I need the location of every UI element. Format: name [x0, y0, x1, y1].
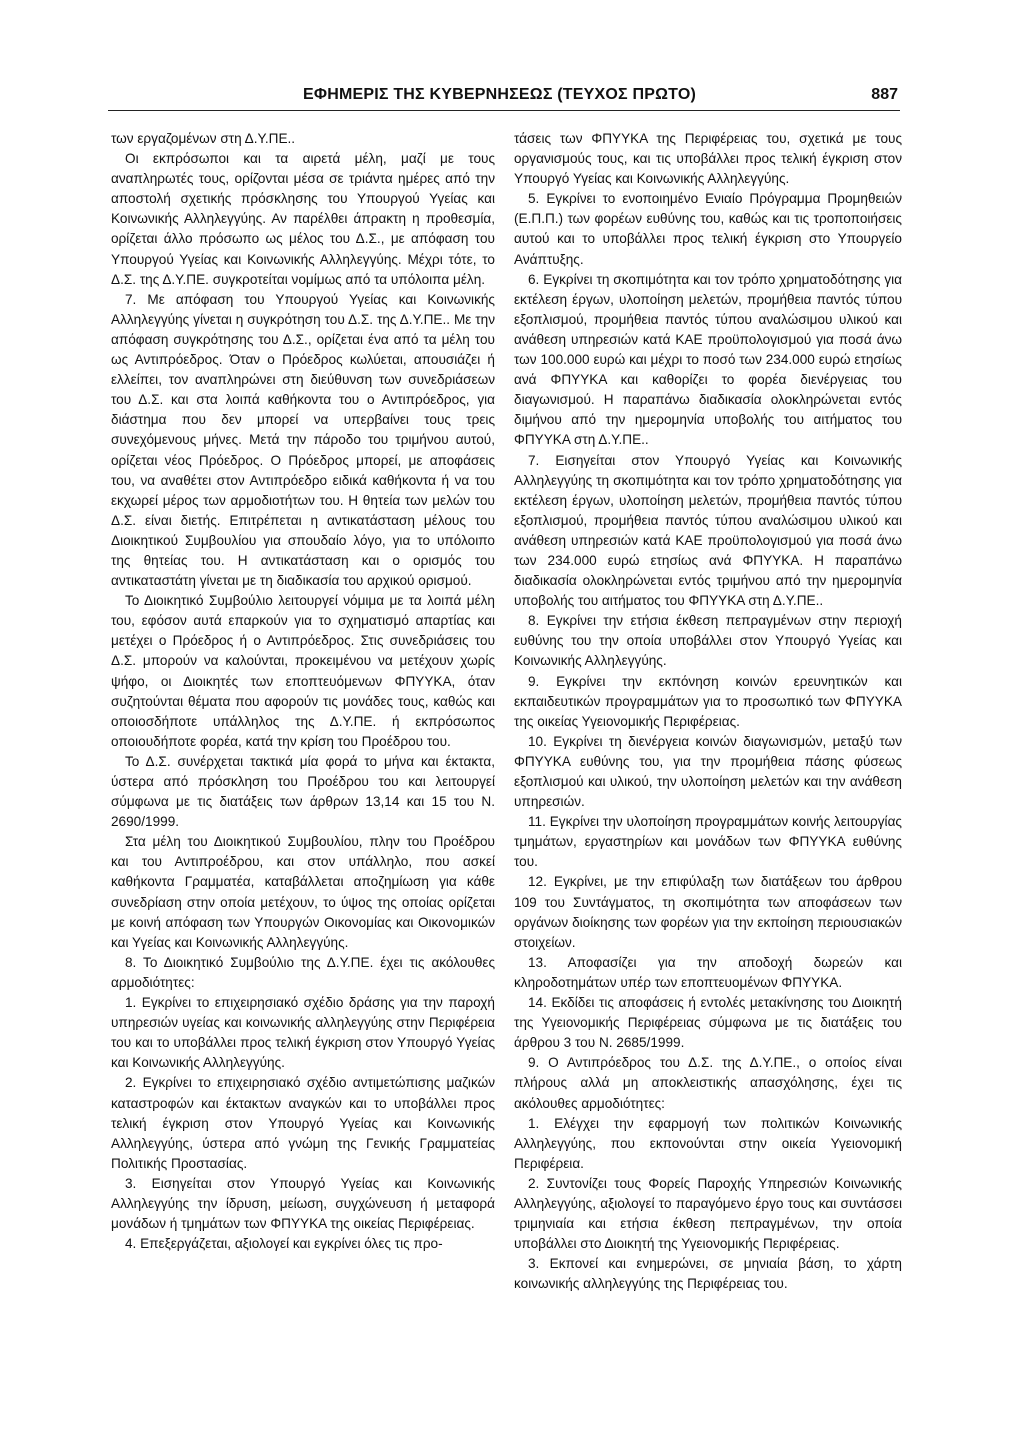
page-header [108, 84, 900, 111]
left-column [111, 129, 495, 1254]
paragraph: 2. Εγκρίνει το επιχειρησιακό σχέδιο αντιμετώπισης μαζικών καταστροφών και έκτακτων αναγκών και το υποβάλλει προς τελική έγκριση στον Υπουργό Υγείας και Κοινωνικής Αλληλεγγύης, ύστερα από γνώμη της Γενικής Γραμματείας Πολιτικής Προστασίας. [111, 1075, 495, 1171]
paragraph: 9. Ο Αντιπρόεδρος του Δ.Σ. της Δ.Υ.ΠΕ., ο οποίος είναι πλήρους αλλά μη αποκλειστικής απασχόλησης, έχει τις ακόλουθες αρμοδιότητες: [514, 1055, 902, 1111]
paragraph: Το Διοικητικό Συμβούλιο λειτουργεί νόμιμα με τα λοιπά μέλη του, εφόσον αυτά επαρκούν για το σχηματισμό απαρτίας και μετέχει ο Πρόεδρος ή ο Αντιπρόεδρος. Στις συνεδριάσεις του Δ.Σ. μπορούν να καλούνται, προκειμένου να μετέχουν χωρίς ψήφο, οι Διοικητές των εποπτευόμενων ΦΠΥΥΚΑ, όταν συζητούνται θέματα που αφορούν τις μονάδες τους, καθώς και οποιοσδήποτε υπάλληλος της Δ.Υ.ΠΕ. ή εκπρόσωπος οποιουδήποτε φορέα, κατά την κρίση του Προέδρου του. [111, 593, 495, 749]
paragraph: 9. Εγκρίνει την εκπόνηση κοινών ερευνητικών και εκπαιδευτικών προγραμμάτων για το προσωπικό των ΦΠΥΥΚΑ της οικείας Υγειονομικής Περιφέρειας. [514, 673, 902, 729]
paragraph: των εργαζομένων στη Δ.Υ.ΠΕ.. [111, 131, 296, 146]
paragraph: 7. Με απόφαση του Υπουργού Υγείας και Κοινωνικής Αλληλεγγύης γίνεται η συγκρότηση του Δ.Σ. της Δ.Υ.ΠΕ.. Με την απόφαση συγκρότησης του Δ.Σ., ορίζεται ένα από τα μέλη του ως Αντιπρόεδρος. Όταν ο Πρόεδρος κωλύεται, απουσιάζει ή ελλείπει, τον αναπληρώνει στη διεύθυνση των συνεδριάσεων του Δ.Σ. και στα λοιπά καθήκοντα του ο Αντιπρόεδρος, για διάστημα που δεν μπορεί να υπερβαίνει τους τρεις συνεχόμενους μήνες. Μετά την πάροδο του τριμήνου αυτού, ορίζεται νέος Πρόεδρος. Ο Πρόεδρος μπορεί, με αποφάσεις του, να αναθέτει στον Αντιπρόεδρο ειδικά καθήκοντα ή να του εκχωρεί μέρος των αρμοδιοτήτων του. Η θητεία των μελών του Δ.Σ. είναι διετής. Επιτρέπεται η αντικατάσταση μέλους του Διοικητικού Συμβουλίου για σπουδαίο λόγο, για το υπόλοιπο της θητείας του. Η αντικατάσταση και ο ορισμός του αντικαταστάτη γίνεται με τη διαδικασία του αρχικού ορισμού. [111, 291, 495, 589]
paragraph: 10. Εγκρίνει τη διενέργεια κοινών διαγωνισμών, μεταξύ των ΦΠΥΥΚΑ ευθύνης του, για την προμήθεια πάσης φύσεως εξοπλισμού και υλικού, την υλοποίηση μελετών και την ανάθεση υπηρεσιών. [514, 733, 902, 810]
paragraph: 7. Εισηγείται στον Υπουργό Υγείας και Κοινωνικής Αλληλεγγύης τη σκοπιμότητα και τον τρόπο χρηματοδότησης για εκτέλεση έργων, υλοποίηση μελετών, προμήθεια παντός τύπου εξοπλισμού, προμήθεια παντός τύπου αναλώσιμου υλικού και ανάθεση υπηρεσιών κατά ΚΑΕ προϋπολογισμού για ποσά άνω των 234.000 ευρώ ετησίως ανά ΦΠΥΥΚΑ. Η παραπάνω διαδικασία ολοκληρώνεται εντός τριμήνου από την ημερομηνία υποβολής του αιτήματος του ΦΠΥΥΚΑ στη Δ.Υ.ΠΕ.. [514, 452, 902, 609]
paragraph: τάσεις των ΦΠΥΥΚΑ της Περιφέρειας του, σχετικά με τους οργανισμούς τους, και τις υποβάλλει προς τελική έγκριση στον Υπουργό Υγείας και Κοινωνικής Αλληλεγγύης. [514, 131, 902, 187]
paragraph: Στα μέλη του Διοικητικού Συμβουλίου, πλην του Προέδρου και του Αντιπροέδρου, και στον υπάλληλο, που ασκεί καθήκοντα Γραμματέα, καταβάλλεται αποζημίωση για κάθε συνεδρίαση στην οποία μετέχουν, το ύψος της οποίας ορίζεται με κοινή απόφαση των Υπουργών Οικονομίας και Οικονομικών και Υγείας και Κοινωνικής Αλληλεγγύης. [111, 834, 495, 950]
paragraph: 12. Εγκρίνει, με την επιφύλαξη των διατάξεων του άρθρου 109 του Συντάγματος, τη σκοπιμότητα των αποφάσεων των οργάνων διοίκησης των φορέων για την εκποίηση περιουσιακών στοιχείων. [514, 874, 902, 950]
paragraph: 8. Εγκρίνει την ετήσια έκθεση πεπραγμένων στην περιοχή ευθύνης του την οποία υποβάλλει στον Υπουργό Υγείας και Κοινωνικής Αλληλεγγύης. [514, 613, 902, 669]
paragraph: 1. Εγκρίνει το επιχειρησιακό σχέδιο δράσης για την παροχή υπηρεσιών υγείας και κοινωνικής αλληλεγγύης στην Περιφέρεια του και το υποβάλλει προς τελική έγκριση στον Υπουργό Υγείας και Κοινωνικής Αλληλεγγύης. [111, 995, 495, 1071]
page-number: 887 [871, 86, 898, 103]
paragraph: 4. Επεξεργάζεται, αξιολογεί και εγκρίνει όλες τις προ- [125, 1236, 443, 1252]
paragraph: 8. Το Διοικητικό Συμβούλιο της Δ.Υ.ΠΕ. έχει τις ακόλουθες αρμοδιότητες: [111, 954, 495, 990]
paragraph: 3. Εκπονεί και ενημερώνει, σε μηνιαία βάση, το χάρτη κοινωνικής αλληλεγγύης της Περιφέρειας του. [514, 1256, 902, 1292]
paragraph: 3. Εισηγείται στον Υπουργό Υγείας και Κοινωνικής Αλληλεγγύης την ίδρυση, μείωση, συγχώνευση ή μεταφορά μονάδων ή τμημάτων των ΦΠΥΥΚΑ της οικείας Περιφέρειας. [111, 1175, 495, 1232]
paragraph: Το Δ.Σ. συνέρχεται τακτικά μία φορά το μήνα και έκτακτα, ύστερα από πρόσκληση του Προέδρου του και λειτουργεί σύμφωνα με τις διατάξεις των άρθρων 13,14 και 15 του Ν. 2690/1999. [111, 753, 495, 830]
right-column [514, 129, 902, 1294]
paragraph: 6. Εγκρίνει τη σκοπιμότητα και τον τρόπο χρηματοδότησης για εκτέλεση έργων, υλοποίηση μελετών, προμήθεια παντός τύπου εξοπλισμού, προμήθεια παντός τύπου αναλώσιμου υλικού και ανάθεση υπηρεσιών κατά ΚΑΕ προϋπολογισμού για ποσά άνω των 100.000 ευρώ και μέχρι το ποσό των 234.000 ευρώ ετησίως ανά ΦΠΥΥΚΑ και καθορίζει το φορέα διενέργειας του διαγωνισμού. Η παραπάνω διαδικασία ολοκληρώνεται εντός διμήνου από την ημερομηνία υποβολής του αιτήματος του ΦΠΥΥΚΑ στη Δ.Υ.ΠΕ.. [514, 271, 902, 448]
journal-title: ΕΦΗΜΕΡΙΣ ΤΗΣ ΚΥΒΕΡΝΗΣΕΩΣ (ΤΕΥΧΟΣ ΠΡΩΤΟ) [303, 86, 697, 103]
paragraph: 14. Εκδίδει τις αποφάσεις ή εντολές μετακίνησης του Διοικητή της Υγειονομικής Περιφέρειας σύμφωνα με τις διατάξεις του άρθρου 3 του Ν. 2685/1999. [514, 995, 902, 1051]
paragraph: 1. Ελέγχει την εφαρμογή των πολιτικών Κοινωνικής Αλληλεγγύης, που εκπονούνται στην οικεία Υγειονομική Περιφέρεια. [514, 1115, 902, 1171]
paragraph: 2. Συντονίζει τους Φορείς Παροχής Υπηρεσιών Κοινωνικής Αλληλεγγύης, αξιολογεί το παραγόμενο έργο τους και συντάσσει τριμηνιαία και ετήσια έκθεση πεπραγμένων, την οποία υποβάλλει στο Διοικητή της Υγειονομικής Περιφέρειας. [514, 1175, 902, 1252]
paragraph: 13. Αποφασίζει για την αποδοχή δωρεών και κληροδοτημάτων υπέρ των εποπτευομένων ΦΠΥΥΚΑ. [514, 954, 902, 990]
paragraph: Οι εκπρόσωποι και τα αιρετά μέλη, μαζί με τους αναπληρωτές τους, ορίζονται μέσα σε τριάντα ημέρες από την αποστολή σχετικής πρόσκλησης του Υπουργού Υγείας και Κοινωνικής Αλληλεγγύης. Αν παρέλθει άπρακτη η προθεσμία, ορίζεται άλλο πρόσωπο ως μέλος του Δ.Σ., με απόφαση του Υπουργού Υγείας και Κοινωνικής Αλληλεγγύης. Μέχρι τότε, το Δ.Σ. της Δ.Υ.ΠΕ. συγκροτείται νομίμως από τα υπόλοιπα μέλη. [111, 151, 495, 287]
paragraph: 5. Εγκρίνει το ενοποιημένο Ενιαίο Πρόγραμμα Προμηθειών (Ε.Π.Π.) των φορέων ευθύνης του, καθώς και τις τροποποιήσεις αυτού και το υποβάλλει προς τελική έγκριση στο Υπουργείο Ανάπτυξης. [514, 191, 902, 267]
paragraph: 11. Εγκρίνει την υλοποίηση προγραμμάτων κοινής λειτουργίας τμημάτων, εργαστηρίων και μονάδων των ΦΠΥΥΚΑ ευθύνης του. [514, 814, 902, 870]
